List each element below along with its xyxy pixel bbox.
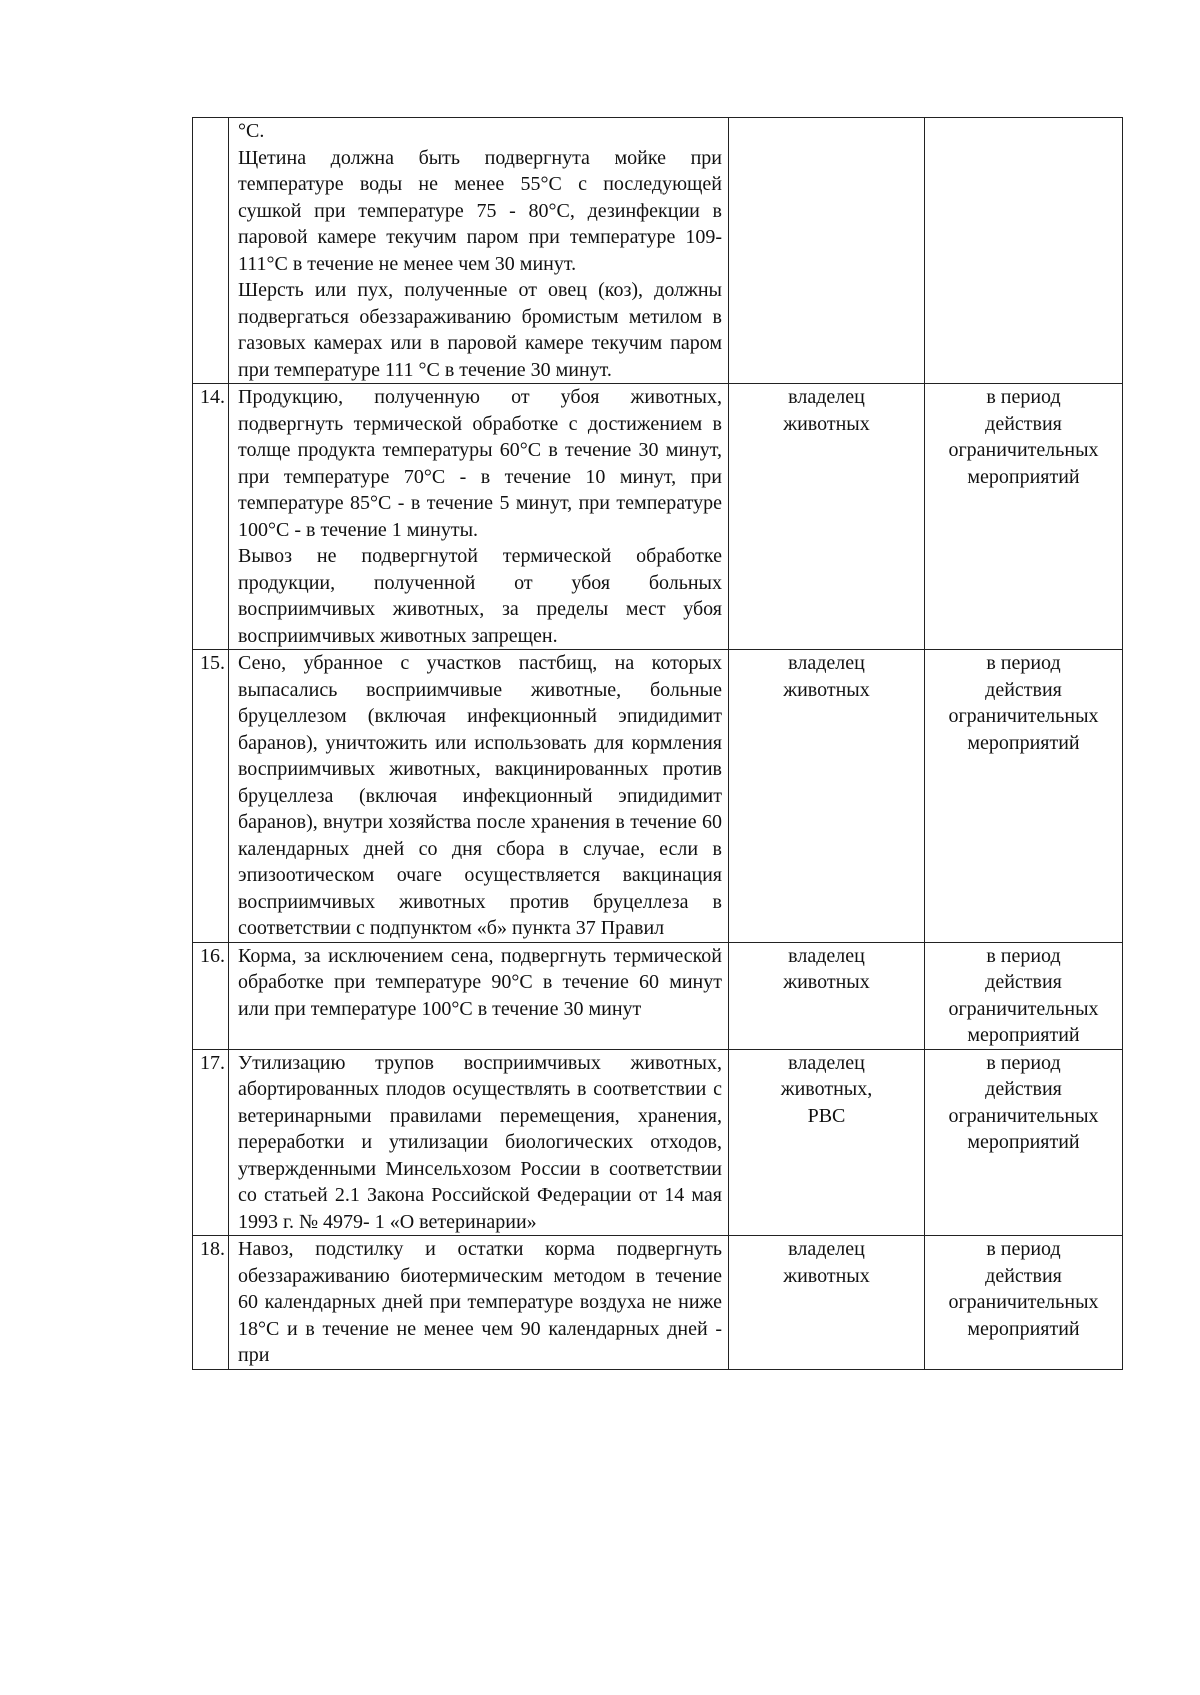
measure-text [229,942,729,1049]
responsible-line: РВС [807,1104,846,1127]
measure-paragraph: Шерсть или пух, полученные от овец (коз), должны подвергаться обеззараживанию бромистым метилом в газовых камерах или в паровой камере текучим паром при температуре 111 °С в течение 30 минут. [238,279,722,381]
measure-paragraph: °С. [238,120,265,142]
measure-paragraph: Корма, за исключением сена, подвергнуть термической обработке при температуре 90°С в течение 60 минут или при температуре 100°С в течение 30 минут [238,944,722,1020]
timing-cell [925,650,1123,943]
responsible-cell [729,384,925,650]
measures-table [192,117,1123,1370]
timing-line: в период [986,1051,1061,1074]
responsible-line: владелец [788,944,865,967]
responsible-line: животных [783,412,870,435]
measures-table-body [193,118,1123,1370]
measure-text [229,1049,729,1236]
timing-line: мероприятий [967,731,1080,754]
timing-line: ограничительных [948,1104,1099,1127]
measure-paragraph: Утилизацию трупов восприимчивых животных, абортированных плодов осуществлять в соответствии с ветеринарными правилами перемещения, хранения, переработки и утилизации биологических отходов, утвержденными Минсельхозом России в соответствии со статьей 2.1 Закона Российской Федерации от 14 мая 1993 г. № 4979- 1 «О ветеринарии» [238,1051,722,1233]
timing-line: в период [986,1238,1061,1260]
timing-line: действия [985,1264,1062,1287]
table-row [193,650,1123,943]
timing-line: мероприятий [967,1024,1080,1046]
responsible-line: владелец [788,652,865,674]
table-row [193,1049,1123,1236]
timing-line: действия [985,971,1062,993]
row-number: 16. [193,942,229,1049]
timing-cell [925,384,1123,650]
responsible-cell [729,118,925,384]
responsible-line: владелец [788,1238,865,1260]
responsible-line: владелец [788,386,865,408]
timing-line: мероприятий [967,1131,1080,1153]
responsible-cell [729,650,925,943]
timing-line: мероприятий [967,465,1080,488]
responsible-line: животных [783,1264,870,1287]
measure-paragraph: Вывоз не подвергнутой термической обработке продукции, полученной от убоя больных восприимчивых животных, за пределы мест убоя восприимчивых животных запрещен. [238,545,722,647]
measure-text [229,384,729,650]
timing-line: в период [986,386,1061,408]
responsible-cell [729,1236,925,1370]
timing-line: мероприятий [967,1317,1080,1340]
timing-line: действия [985,1078,1062,1100]
measure-text [229,650,729,943]
responsible-cell [729,942,925,1049]
timing-cell [925,942,1123,1049]
timing-cell [925,1236,1123,1370]
table-row [193,384,1123,650]
table-row [193,1236,1123,1370]
row-number [193,118,229,384]
responsible-line: владелец [788,1051,865,1074]
table-row [193,118,1123,384]
timing-line: в период [986,652,1061,674]
timing-cell [925,1049,1123,1236]
timing-line: ограничительных [948,997,1099,1020]
timing-line: ограничительных [948,439,1099,461]
measure-paragraph: Сено, убранное с участков пастбищ, на которых выпасались восприимчивые животные, больные бруцеллезом (включая инфекционный эпидидимит баранов), уничтожить или использовать для кормления восприимчивых животных, вакцинированных против бруцеллеза (включая инфекционный эпидидимит баранов), внутри хозяйства после хранения в течение 60 календарных дней со дня сбора в случае, если в эпизоотическом очаге осуществляется вакцинация восприимчивых животных против бруцеллеза в соответствии с подпунктом «б» пункта 37 Правил [238,652,722,939]
table-row [193,942,1123,1049]
row-number: 18. [193,1236,229,1370]
timing-line: ограничительных [948,1291,1099,1313]
timing-line: действия [985,678,1062,701]
measure-text [229,118,729,384]
responsible-line: животных [783,678,870,701]
row-number: 15. [193,650,229,943]
responsible-line: животных [783,971,870,993]
timing-line: в период [986,944,1061,967]
measure-paragraph: Продукцию, полученную от убоя животных, подвергнуть термической обработке с достижением в толще продукта температуры 60°С в течение 30 минут, при температуре 70°С - в течение 10 минут, при температуре 85°С - в течение 5 минут, при температуре 100°С - в течение 1 минуты. [238,386,722,541]
measure-text [229,1236,729,1370]
row-number: 14. [193,384,229,650]
measure-paragraph: Щетина должна быть подвергнута мойке при температуре воды не менее 55°С с последующей сушкой при температуре 75 - 80°С, дезинфекции в паровой камере текучим паром при температуре 109-111°С в течение не менее чем 30 минут. [238,146,722,275]
timing-line: ограничительных [948,705,1099,727]
measure-paragraph: Навоз, подстилку и остатки корма подвергнуть обеззараживанию биотермическим методом в течение 60 календарных дней при температуре воздуха не ниже 18°С и в течение не менее чем 90 календарных дней - при [238,1238,722,1366]
responsible-line: животных, [780,1078,873,1100]
responsible-cell [729,1049,925,1236]
timing-line: действия [985,412,1062,435]
row-number: 17. [193,1049,229,1236]
timing-cell [925,118,1123,384]
